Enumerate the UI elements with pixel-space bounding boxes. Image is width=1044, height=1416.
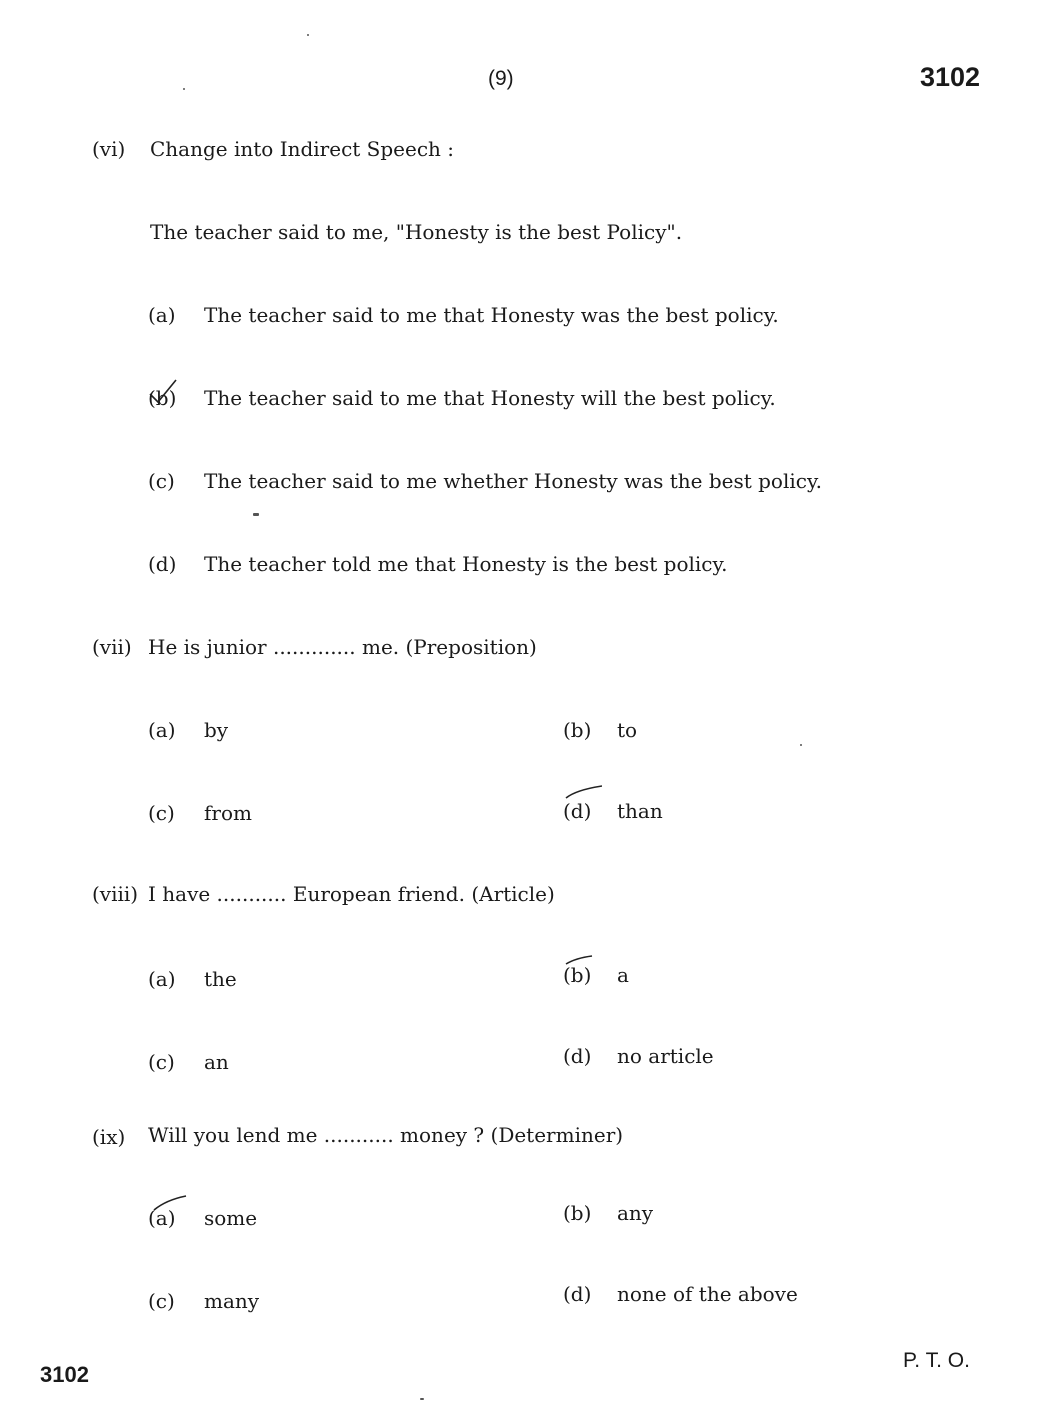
option-label: (a) — [148, 718, 176, 742]
question-label: (ix) — [92, 1125, 126, 1149]
option-label: (a) — [148, 303, 176, 327]
question-text: Change into Indirect Speech : — [150, 137, 455, 161]
option-text: a — [617, 963, 629, 987]
tick-mark-icon — [562, 784, 602, 814]
option-label: (b) — [563, 963, 592, 987]
scan-speck — [253, 513, 259, 516]
option-label: (c) — [148, 801, 175, 825]
option-text: by — [204, 718, 229, 742]
option-text: none of the above — [617, 1282, 798, 1306]
paper-code-footer: 3102 — [40, 1362, 89, 1387]
option-label: (c) — [148, 1289, 175, 1313]
option-text: any — [617, 1201, 654, 1225]
page-number: (9) — [488, 67, 514, 90]
tick-mark-icon — [146, 376, 186, 410]
option-label: (a) — [148, 967, 176, 991]
option-text: no article — [617, 1044, 714, 1068]
option-text: The teacher said to me whether Honesty was the best policy. — [204, 469, 822, 493]
scan-speck — [800, 744, 802, 746]
option-text: from — [204, 801, 252, 825]
option-label: (c) — [148, 1050, 175, 1074]
option-label: (b) — [563, 718, 592, 742]
tick-mark-icon — [150, 1194, 190, 1224]
question-text: He is junior ............. me. (Preposition) — [148, 635, 537, 659]
tick-mark-icon — [562, 952, 602, 982]
option-text: an — [204, 1050, 229, 1074]
scan-speck — [183, 88, 185, 90]
option-label: (b) — [148, 386, 177, 410]
option-label: (d) — [563, 799, 592, 823]
option-label: (d) — [148, 552, 177, 576]
option-label: (d) — [563, 1044, 592, 1068]
question-text: I have ........... European friend. (Article) — [148, 882, 555, 906]
option-text: some — [204, 1206, 258, 1230]
scan-speck — [420, 1398, 424, 1400]
question-stem: The teacher said to me, "Honesty is the best Policy". — [150, 220, 683, 244]
please-turn-over: P. T. O. — [903, 1349, 970, 1372]
option-label: (a) — [148, 1206, 176, 1230]
question-label: (viii) — [92, 882, 139, 906]
question-text: Will you lend me ........... money ? (Determiner) — [148, 1123, 624, 1147]
option-text: than — [617, 799, 663, 823]
paper-code-header: 3102 — [920, 62, 981, 92]
option-text: many — [204, 1289, 260, 1313]
option-text: the — [204, 967, 237, 991]
option-text: to — [617, 718, 638, 742]
option-text: The teacher told me that Honesty is the best policy. — [204, 552, 728, 576]
question-label: (vi) — [92, 137, 126, 161]
option-text: The teacher said to me that Honesty will the best policy. — [204, 386, 776, 410]
option-text: The teacher said to me that Honesty was the best policy. — [204, 303, 779, 327]
option-label: (d) — [563, 1282, 592, 1306]
option-label: (c) — [148, 469, 175, 493]
option-label: (b) — [563, 1201, 592, 1225]
scan-speck — [307, 34, 309, 36]
question-label: (vii) — [92, 635, 132, 659]
